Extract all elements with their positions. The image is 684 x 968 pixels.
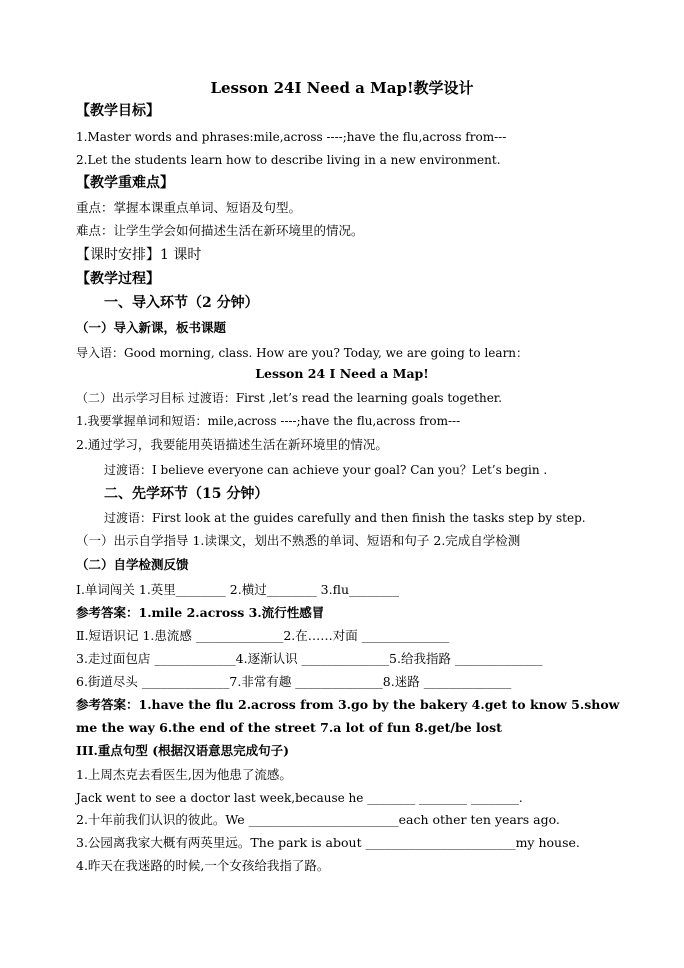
text-line: 难点：让学生学会如何描述生活在新环境里的情况。 — [76, 223, 364, 238]
text-line: 2.Let the students learn how to describe living in a new environment. — [76, 153, 501, 167]
document-title: Lesson 24I Need a Map!教学设计 — [210, 79, 474, 97]
exercise-line: Ⅱ.短语识记 1.患流感 ______________2.在……对面 ______________ — [76, 628, 450, 643]
exercise-line: Ⅰ.单词闯关 1.英里________ 2.横过________ 3.flu________ — [76, 582, 399, 597]
exercise-line: 1.上周杰克去看医生,因为他患了流感。 — [76, 767, 292, 782]
section-heading-schedule: 【课时安排】1 课时 — [76, 247, 202, 263]
section-heading-process: 【教学过程】 — [76, 271, 160, 287]
text-line: 1.我要掌握单词和短语：mile,across ----;have the flu,across from--- — [76, 414, 461, 428]
step-heading: （二）自学检测反馈 — [76, 557, 189, 572]
text-line: 导入语：Good morning, class. How are you? Today, we are going to learn： — [76, 346, 529, 360]
lesson-title-line: Lesson 24 I Need a Map! — [255, 366, 429, 381]
text-line: （一）出示自学指导 1.读课文，划出不熟悉的单词、短语和句子 2.完成自学检测 — [76, 533, 521, 548]
answer-line: 参考答案：1.have the flu 2.across from 3.go by the bakery 4.get to know 5.show — [76, 697, 620, 712]
exercise-line: Jack went to see a doctor last week,because he ________ ________ ________. — [76, 791, 523, 805]
text-line: 过渡语：I believe everyone can achieve your goal? Can you？Let’s begin . — [104, 463, 548, 477]
answer-line: 参考答案：1.mile 2.across 3.流行性感冒 — [76, 605, 325, 620]
section-heading-sentences: III.重点句型 (根据汉语意思完成句子) — [76, 743, 290, 758]
text-line: 过渡语：First look at the guides carefully and then finish the tasks step by step. — [104, 511, 586, 525]
step-heading: （一）导入新课，板书课题 — [76, 320, 227, 335]
subsection-heading-intro: 一、导入环节（2 分钟） — [104, 295, 259, 311]
exercise-line: 6.街道尽头 ______________7.非常有趣 ______________8.迷路 ______________ — [76, 674, 512, 689]
exercise-line: 4.昨天在我迷路的时候,一个女孩给我指了路。 — [76, 858, 330, 873]
section-heading-key-points: 【教学重难点】 — [76, 175, 174, 191]
text-line: 2.通过学习，我要能用英语描述生活在新环境里的情况。 — [76, 437, 388, 452]
text-line: （二）出示学习目标 过渡语：First ,let’s read the learning goals together. — [76, 391, 503, 405]
exercise-line: 2.十年前我们认识的彼此。We ________________________each other ten years ago. — [76, 812, 560, 827]
section-heading-objectives: 【教学目标】 — [76, 103, 160, 119]
text-line: 1.Master words and phrases:mile,across ----;have the flu,across from--- — [76, 130, 507, 144]
exercise-line: 3.公园离我家大概有两英里远。The park is about ________________________my house. — [76, 835, 580, 850]
exercise-line: 3.走过面包店 _____________4.逐渐认识 ______________5.给我指路 ______________ — [76, 651, 543, 666]
text-line: 重点：掌握本课重点单词、短语及句型。 — [76, 200, 302, 215]
subsection-heading-prestudy: 二、先学环节（15 分钟） — [104, 486, 269, 502]
answer-line: me the way 6.the end of the street 7.a lot of fun 8.get/be lost — [76, 720, 502, 735]
